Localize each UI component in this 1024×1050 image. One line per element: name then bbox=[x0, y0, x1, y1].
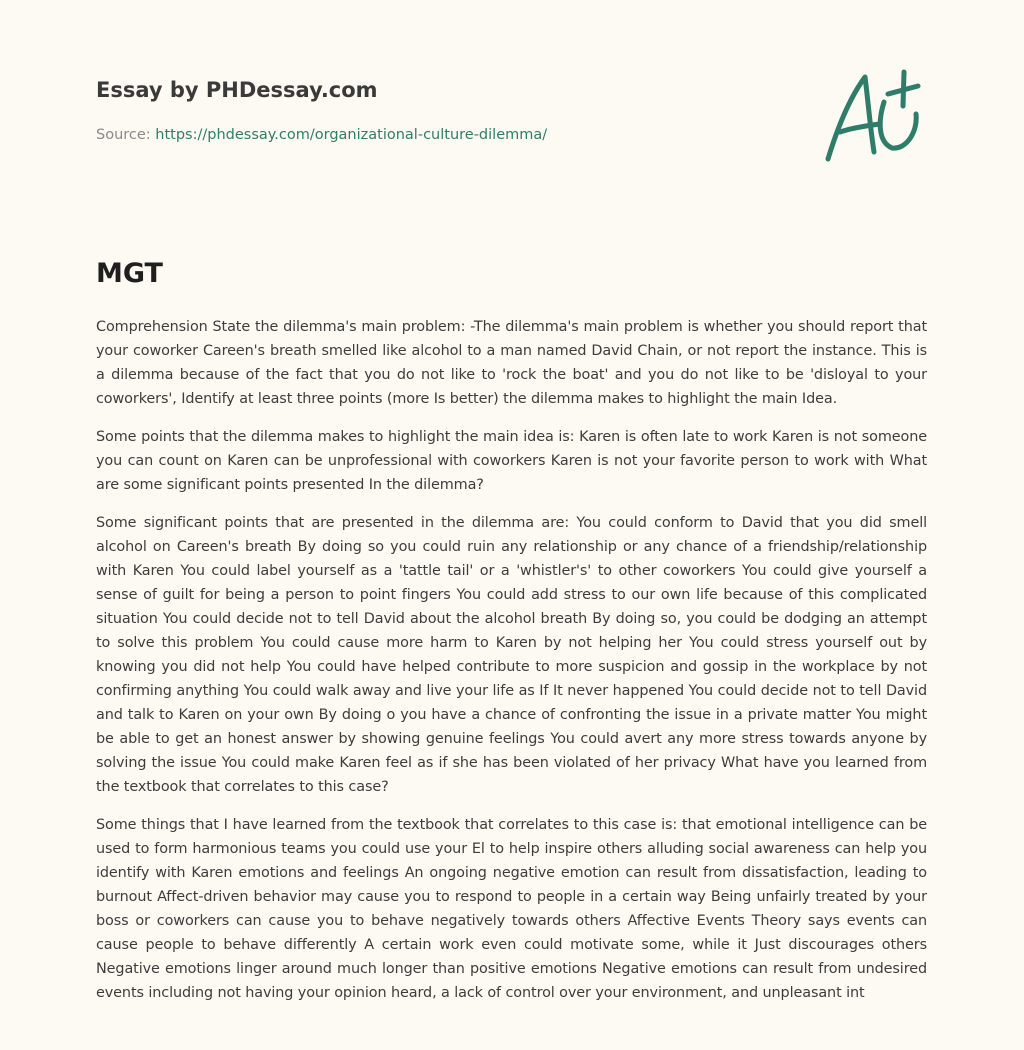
source-line bbox=[96, 125, 796, 145]
paragraph-1: Comprehension State the dilemma's main problem: -The dilemma's main problem is whether you should report that your coworker Careen's breath smelled like alcohol to a man named David Chain, or not report the instance. This is a dilemma because of the fact that you do not like to 'rock the boat' and you do not like to be 'disloyal to your coworkers', Identify at least three points (more Is better) the dilemma makes to highlight the main Idea. bbox=[96, 319, 927, 407]
source-link[interactable]: https://phdessay.com/organizational-culture-dilemma/ bbox=[155, 127, 548, 143]
paragraph-4: Some things that I have learned from the textbook that correlates to this case is: that emotional intelligence can be used to form harmonious teams you could use your El to help inspire others alluding social awareness can help you identify with Karen emotions and feelings An ongoing negative emotion can result from dissatisfaction, leading to burnout Affect-driven behavior may cause you to respond to people in a certain way Being unfairly treated by your boss or coworkers can cause you to behave negatively towards others Affective Events Theory says events can cause people to behave differently A certain work even could motivate some, while it Just discourages others Negative emotions linger around much longer than positive emotions Negative emotions can result from undesired events including not having your opinion heard, a lack of control over your environment, and unpleasant int bbox=[96, 817, 927, 1001]
source-label: Source: bbox=[96, 127, 156, 143]
header bbox=[96, 76, 796, 145]
a-plus-logo-icon bbox=[818, 66, 930, 166]
site-title: Essay by PHDessay.com bbox=[96, 78, 378, 102]
paragraph-3: Some significant points that are presented in the dilemma are: You could conform to David that you did smell alcohol on Careen's breath By doing so you could ruin any relationship or any chance of a friendship/relationship with Karen You could label yourself as a 'tattle tail' or a 'whistler's' to other coworkers You could give yourself a sense of guilt for being a person to point fingers You could add stress to our own life because of this complicated situation You could decide not to tell David about the alcohol breath By doing so, you could be dodging an attempt to solve this problem You could cause more harm to Karen by not helping her You could stress yourself out by knowing you did not help You could have helped contribute to more suspicion and gossip in the workplace by not confirming anything You could walk away and live your life as If It never happened You could decide not to tell David and talk to Karen on your own By doing o you have a chance of confronting the issue in a private matter You might be able to get an honest answer by showing genuine feelings You could avert any more stress towards anyone by solving the issue You could make Karen feel as if she has been violated of her privacy What have you learned from the textbook that correlates to this case? bbox=[96, 515, 927, 795]
paragraph-2: Some points that the dilemma makes to highlight the main idea is: Karen is often late to work Karen is not someone you can count on Karen can be unprofessional with coworkers Karen is not your favorite person to work with What are some significant points presented In the dilemma? bbox=[96, 429, 927, 493]
document-title: MGT bbox=[96, 258, 163, 289]
essay-body bbox=[96, 315, 927, 1019]
